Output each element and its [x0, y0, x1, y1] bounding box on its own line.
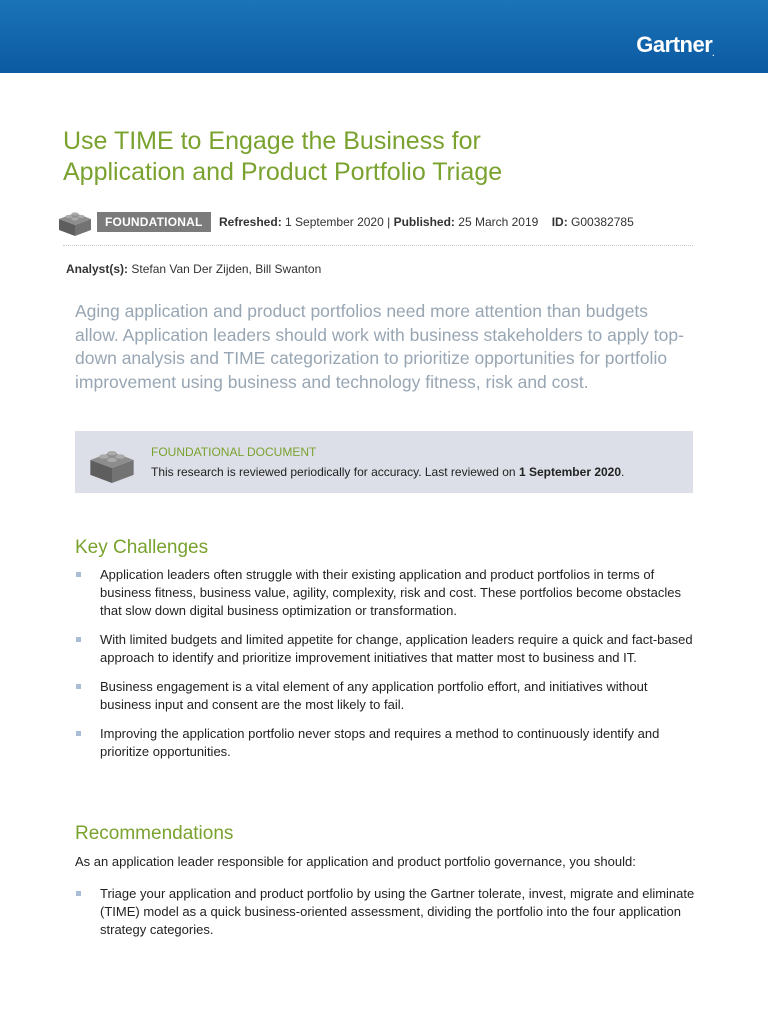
bullet-square-icon	[76, 891, 81, 896]
divider	[63, 245, 693, 246]
lego-brick-icon	[89, 443, 135, 485]
refreshed-label: Refreshed:	[219, 215, 282, 229]
callout-text	[151, 465, 624, 479]
document-id: G00382785	[571, 215, 634, 229]
list-item	[75, 631, 695, 667]
list-item-text: Improving the application portfolio never stops and requires a method to continuously identify and prioritize opportunities.	[100, 726, 660, 759]
bullet-square-icon	[76, 637, 81, 642]
meta-separator: |	[387, 215, 391, 229]
foundational-callout	[75, 431, 693, 493]
analysts-names: Stefan Van Der Zijden, Bill Swanton	[131, 262, 322, 276]
list-item-text: With limited budgets and limited appetite for change, application leaders require a quick and fact-based approach to identify and prioritize improvement initiatives that matter most to business and IT.	[100, 632, 693, 665]
refreshed-date: 1 September 2020	[285, 215, 384, 229]
header-bar	[0, 0, 768, 73]
meta-text	[219, 215, 634, 229]
callout-title: FOUNDATIONAL DOCUMENT	[151, 445, 317, 459]
list-item-text: Business engagement is a vital element of any application portfolio effort, and initiatives without business input and consent are the most likely to fail.	[100, 679, 648, 712]
bullet-square-icon	[76, 572, 81, 577]
list-item-text: Application leaders often struggle with their existing application and product portfolios in terms of business fitness, business value, agility, complexity, risk and cost. These portfolios become obstacles that slow down digital business optimization or transformation.	[100, 567, 681, 618]
document-title	[63, 126, 703, 188]
analysts-label: Analyst(s):	[66, 262, 129, 276]
published-date: 25 March 2019	[458, 215, 539, 229]
list-item	[75, 678, 695, 714]
list-item	[75, 725, 695, 761]
brand-mark: .	[712, 49, 714, 58]
recommendations-intro: As an application leader responsible for application and product portfolio governance, you should:	[75, 854, 636, 869]
list-item-text: Triage your application and product portfolio by using the Gartner tolerate, invest, migrate and eliminate (TIME) model as a quick business-oriented assessment, dividing the portfolio into the four application strategy categories.	[100, 886, 695, 937]
key-challenges-heading: Key Challenges	[75, 537, 209, 558]
title-line-2: Application and Product Portfolio Triage	[63, 158, 503, 186]
list-item	[75, 566, 695, 620]
id-label: ID:	[551, 215, 568, 229]
callout-date: 1 September 2020	[518, 465, 622, 479]
key-challenges-list	[75, 566, 695, 772]
recommendations-heading: Recommendations	[75, 823, 234, 844]
lego-brick-icon	[58, 207, 92, 237]
published-label: Published:	[393, 215, 455, 229]
foundational-badge: FOUNDATIONAL	[97, 212, 211, 232]
brand-name: Gartner	[636, 32, 713, 57]
gartner-logo	[636, 32, 714, 58]
summary: Aging application and product portfolios need more attention than budgets allow. Application leaders should work with business stakeholders to apply top-down analysis and TIME categorization to prioritize opportunities for portfolio improvement using business and technology fitness, risk and cost.	[75, 301, 684, 392]
callout-text-suffix: .	[621, 465, 625, 479]
bullet-square-icon	[76, 731, 81, 736]
title-line-1: Use TIME to Engage the Business for	[63, 127, 481, 155]
analysts-line	[66, 262, 321, 276]
bullet-square-icon	[76, 684, 81, 689]
list-item	[75, 885, 695, 939]
document-meta	[58, 207, 698, 237]
callout-text-prefix: This research is reviewed periodically for accuracy. Last reviewed on	[151, 465, 516, 479]
recommendations-list	[75, 885, 695, 950]
